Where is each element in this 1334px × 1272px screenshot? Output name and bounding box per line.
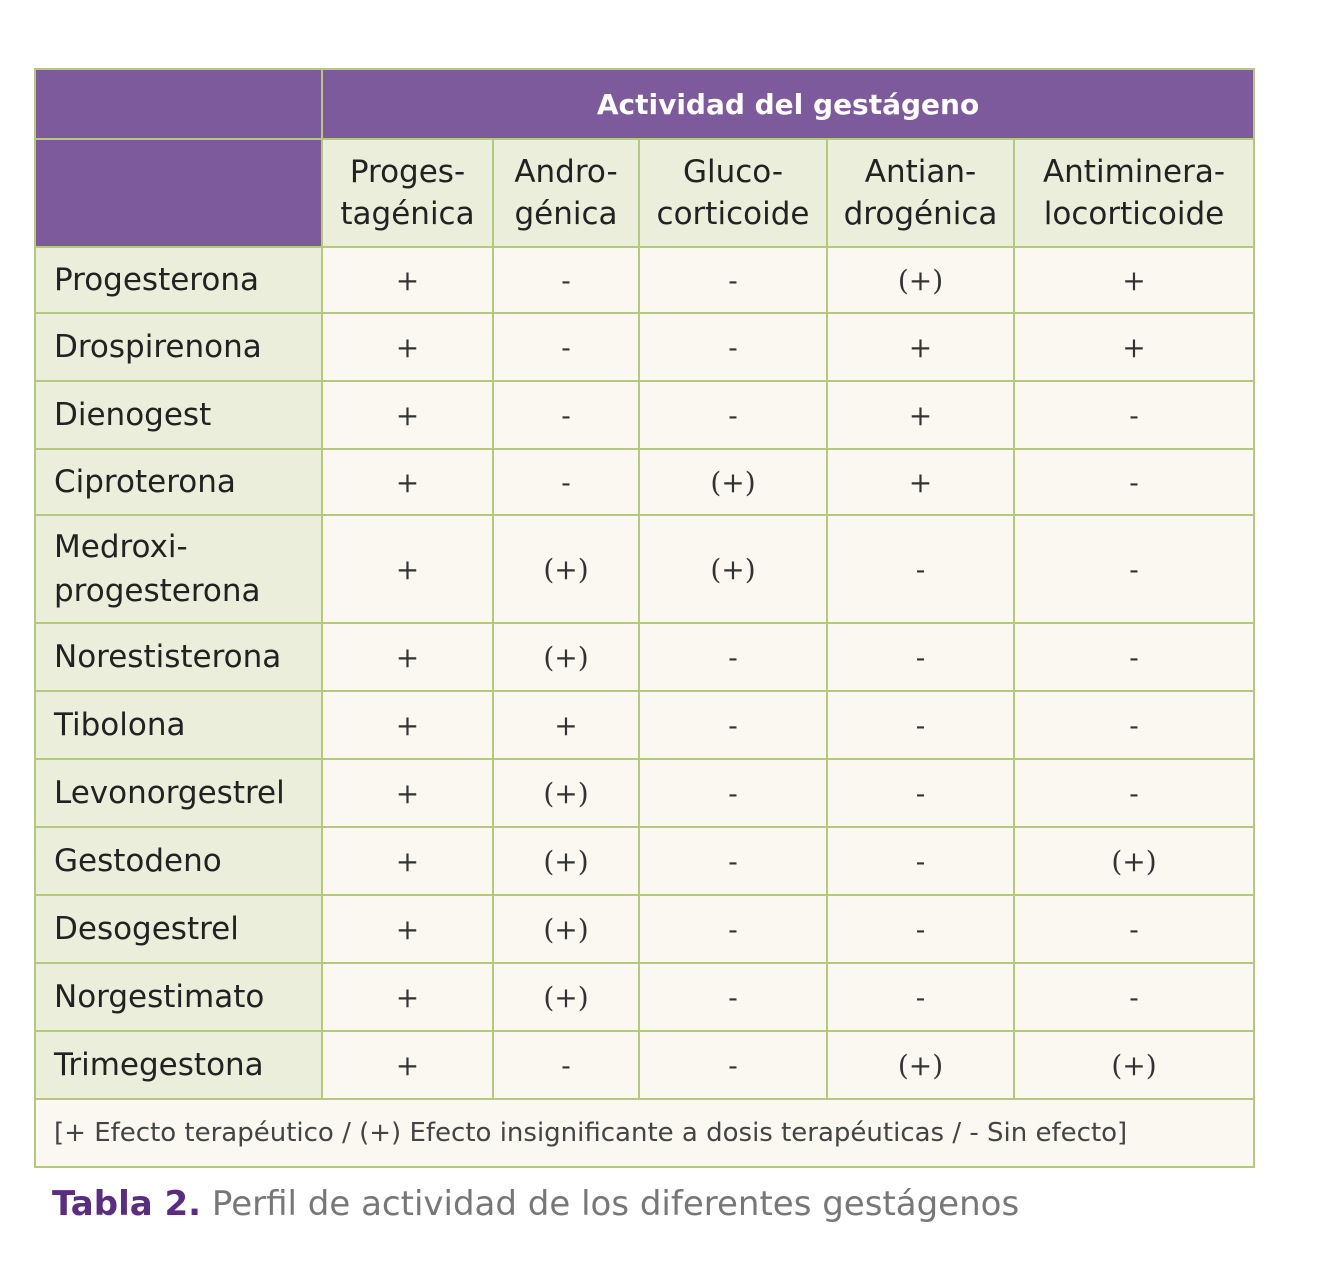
table-cell: - (1014, 759, 1254, 827)
table-cell: - (493, 247, 639, 313)
table-cell: - (639, 827, 827, 895)
table-cell: - (1014, 515, 1254, 623)
table-cell: (+) (1014, 827, 1254, 895)
table-row (35, 381, 1254, 449)
table-caption (52, 1184, 1019, 1224)
table-cell: (+) (493, 827, 639, 895)
table-row (35, 759, 1254, 827)
row-header-line: Gestodeno (54, 843, 222, 879)
table-cell: - (1014, 449, 1254, 515)
table-cell: + (322, 1031, 493, 1099)
table-cell: + (322, 895, 493, 963)
row-header (35, 827, 322, 895)
table-cell: + (827, 313, 1014, 381)
table-cell: + (1014, 247, 1254, 313)
table-cell: + (322, 381, 493, 449)
row-header-line: Drospirenona (54, 329, 262, 365)
row-header-line: progesterona (54, 573, 261, 609)
table-cell: - (1014, 895, 1254, 963)
table-cell: (+) (493, 515, 639, 623)
row-header (35, 247, 322, 313)
table-cell: - (639, 895, 827, 963)
row-header-line: Dienogest (54, 397, 212, 433)
table-cell: - (493, 313, 639, 381)
table-cell: (+) (639, 449, 827, 515)
table-cell: - (1014, 623, 1254, 691)
table-cell: - (493, 1031, 639, 1099)
table-cell: - (827, 691, 1014, 759)
table-row (35, 313, 1254, 381)
column-header (1014, 139, 1254, 247)
column-header (322, 139, 493, 247)
caption-label: Tabla 2. (52, 1184, 202, 1224)
table-cell: - (1014, 691, 1254, 759)
table-cell: (+) (1014, 1031, 1254, 1099)
table-cell: - (827, 827, 1014, 895)
table-cell: + (827, 381, 1014, 449)
row-header-line: Ciproterona (54, 464, 236, 500)
table-cell: (+) (493, 963, 639, 1031)
column-header-line: tagénica (340, 196, 475, 232)
table-cell: (+) (493, 895, 639, 963)
table-cell: - (639, 381, 827, 449)
table-cell: - (827, 623, 1014, 691)
table-cell: + (322, 827, 493, 895)
table-cell: - (493, 449, 639, 515)
table-cell: + (322, 759, 493, 827)
row-header (35, 1031, 322, 1099)
table-cell: - (639, 691, 827, 759)
row-header-line: Norgestimato (54, 979, 265, 1015)
table-cell: (+) (827, 247, 1014, 313)
legend-text: [+ Efecto terapéutico / (+) Efecto insignificante a dosis terapéuticas / - Sin efecto] (35, 1099, 1254, 1167)
table-cell: (+) (493, 623, 639, 691)
table-row (35, 623, 1254, 691)
row-header-line: Norestisterona (54, 639, 282, 675)
row-header (35, 759, 322, 827)
table-cell: - (639, 963, 827, 1031)
table-row (35, 515, 1254, 623)
row-header (35, 895, 322, 963)
table-cell: - (493, 381, 639, 449)
row-header-line: Medroxi- (54, 529, 188, 565)
row-header (35, 449, 322, 515)
legend-row (35, 1099, 1254, 1167)
column-header-line: Andro- (514, 154, 618, 190)
table-cell: + (1014, 313, 1254, 381)
column-header-line: Gluco- (682, 154, 784, 190)
table-body (35, 247, 1254, 1099)
row-header-line: Tibolona (54, 707, 186, 743)
column-header (639, 139, 827, 247)
table-cell: - (639, 623, 827, 691)
row-header-line: Trimegestona (54, 1047, 264, 1083)
column-header-line: locorticoide (1043, 196, 1225, 232)
row-header (35, 313, 322, 381)
column-header (827, 139, 1014, 247)
table-cell: + (322, 247, 493, 313)
table-cell: + (322, 449, 493, 515)
column-header-line: corticoide (656, 196, 810, 232)
group-header-row (35, 69, 1254, 139)
table-row (35, 449, 1254, 515)
column-header-line: Proges- (349, 154, 466, 190)
table-row (35, 1031, 1254, 1099)
table-cell: - (827, 759, 1014, 827)
table-cell: - (827, 963, 1014, 1031)
table-cell: - (827, 515, 1014, 623)
header-corner-bottom (35, 139, 322, 247)
table-cell: + (827, 449, 1014, 515)
table-row (35, 895, 1254, 963)
table-cell: + (493, 691, 639, 759)
table-cell: + (322, 691, 493, 759)
column-header-line: Antian- (864, 154, 977, 190)
table-cell: - (639, 759, 827, 827)
table-cell: + (322, 313, 493, 381)
row-header (35, 381, 322, 449)
table-row (35, 247, 1254, 313)
table-row (35, 691, 1254, 759)
caption-text: Perfil de actividad de los diferentes gestágenos (201, 1184, 1020, 1224)
row-header (35, 691, 322, 759)
row-header (35, 963, 322, 1031)
row-header (35, 623, 322, 691)
row-header (35, 515, 322, 623)
table-cell: + (322, 963, 493, 1031)
activity-table (34, 68, 1255, 1168)
table-cell: - (827, 895, 1014, 963)
row-header-line: Desogestrel (54, 911, 239, 947)
table-cell: (+) (493, 759, 639, 827)
column-header-row (35, 139, 1254, 247)
column-header-line: drogénica (843, 196, 998, 232)
row-header-line: Levonorgestrel (54, 775, 285, 811)
table-row (35, 827, 1254, 895)
table-cell: - (639, 313, 827, 381)
table-cell: + (322, 623, 493, 691)
table-cell: (+) (827, 1031, 1014, 1099)
table-cell: - (639, 247, 827, 313)
table-cell: + (322, 515, 493, 623)
group-header: Actividad del gestágeno (322, 69, 1254, 139)
table-row (35, 963, 1254, 1031)
table-cell: - (1014, 381, 1254, 449)
header-corner-top (35, 69, 322, 139)
table-cell: (+) (639, 515, 827, 623)
column-header-line: génica (514, 196, 618, 232)
column-header-line: Antiminera- (1042, 154, 1226, 190)
row-header-line: Progesterona (54, 262, 259, 298)
activity-table-container (34, 68, 1253, 1168)
column-header (493, 139, 639, 247)
table-cell: - (639, 1031, 827, 1099)
table-cell: - (1014, 963, 1254, 1031)
